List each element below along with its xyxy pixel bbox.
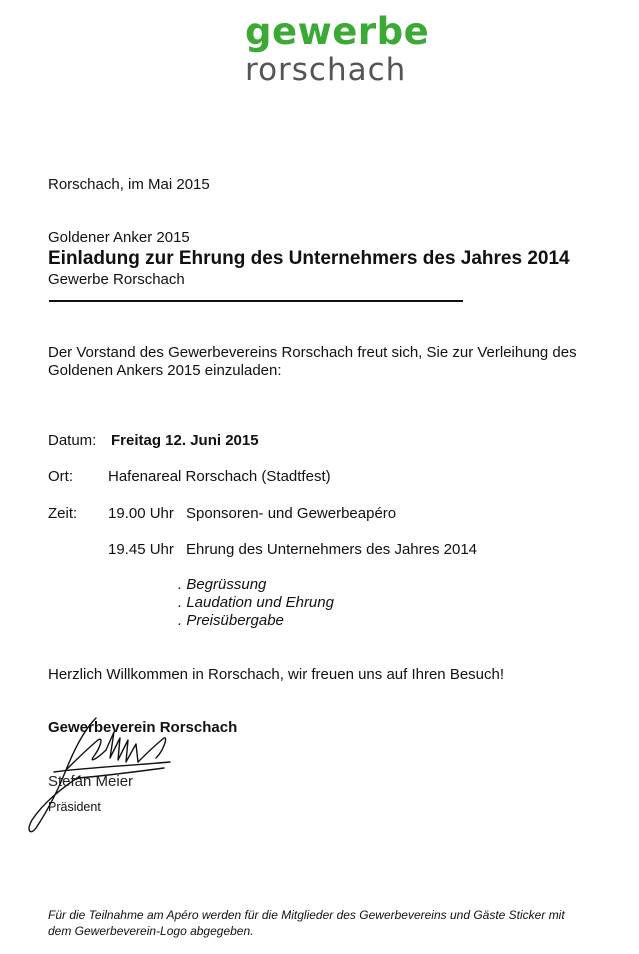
- title-underline: [49, 300, 463, 302]
- schedule-event-1: Sponsoren- und Gewerbeapéro: [186, 505, 397, 522]
- time-label: Zeit:: [48, 505, 78, 522]
- footer-note-line-1: Für die Teilnahme am Apéro werden für die Mitglieder des Gewerbevereins und Gäste Sticker mit: [48, 908, 565, 922]
- date-value: Freitag 12. Juni 2015: [111, 432, 259, 449]
- intro-line-1: Der Vorstand des Gewerbevereins Rorschach freut sich, Sie zur Verleihung des: [48, 344, 577, 361]
- page-title: Einladung zur Ehrung des Unternehmers des Jahres 2014: [48, 248, 570, 269]
- logo-gewerbe: gewerbe: [245, 10, 430, 53]
- organization-name: Gewerbeverein Rorschach: [48, 719, 238, 736]
- program-item-3: . Preisübergabe: [178, 612, 284, 629]
- program-item-1: . Begrüssung: [178, 576, 267, 593]
- place-value: Hafenareal Rorschach (Stadtfest): [108, 468, 331, 485]
- pretitle: Goldener Anker 2015: [48, 229, 190, 246]
- welcome-text: Herzlich Willkommen in Rorschach, wir freuen uns auf Ihren Besuch!: [48, 666, 505, 683]
- handwritten-signature: [14, 710, 184, 840]
- subtitle: Gewerbe Rorschach: [48, 271, 185, 288]
- footer-note-line-2: dem Gewerbeverein-Logo abgegeben.: [48, 924, 254, 938]
- schedule-event-2: Ehrung des Unternehmers des Jahres 2014: [186, 541, 478, 558]
- intro-line-2: Goldenen Ankers 2015 einzuladen:: [48, 362, 282, 379]
- place-date: Rorschach, im Mai 2015: [48, 176, 210, 193]
- signer-name: Stefan Meier: [48, 773, 134, 790]
- signer-role: Präsident: [48, 800, 101, 814]
- program-item-2: . Laudation und Ehrung: [178, 594, 334, 611]
- place-label: Ort:: [48, 468, 73, 485]
- date-label: Datum:: [48, 432, 97, 449]
- schedule-time-2: 19.45 Uhr: [108, 541, 174, 558]
- logo-rorschach: rorschach: [245, 52, 407, 88]
- schedule-time-1: 19.00 Uhr: [108, 505, 174, 522]
